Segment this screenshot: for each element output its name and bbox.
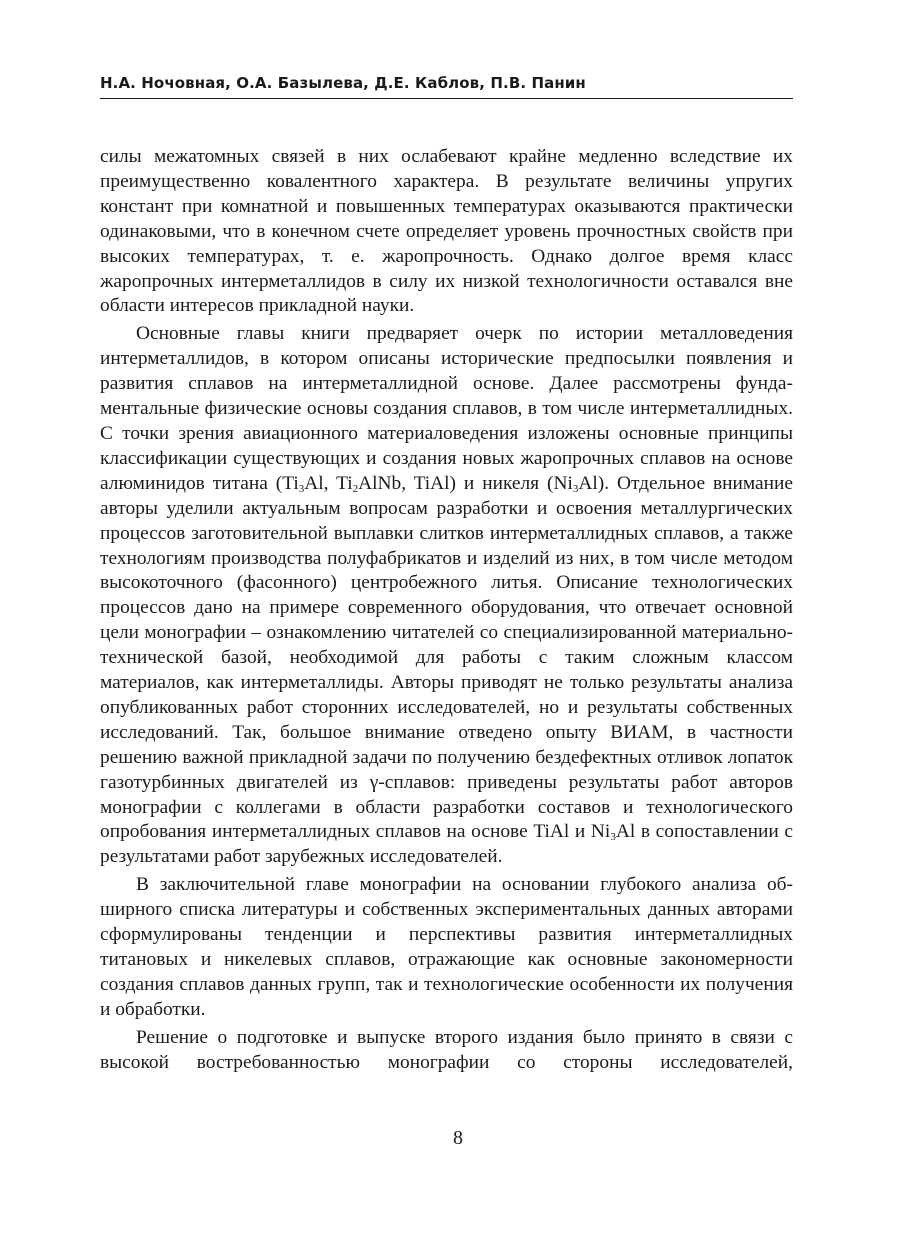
page-number: 8 <box>453 1127 463 1149</box>
paragraph-2-text-b: Al, Ti <box>304 472 353 494</box>
subscript: 3 <box>610 831 616 844</box>
subscript: 2 <box>352 482 359 495</box>
running-header <box>100 74 793 92</box>
paragraph-2-text-e: Al в сопоставлении с результатами работ зарубежных исследователей. <box>100 821 793 868</box>
paragraph-4: Решение о подготовке и выпуске второго издания было принято в связи с высокой востребованностью монографии со стороны исследователей, <box>100 1026 793 1073</box>
paragraph-2-text-c: AlNb, TiAl) и никеля (Ni <box>358 472 573 494</box>
paragraph-2-text-d: Al). Отдельное внимание авторы уделили актуальным вопросам разработки и освоения металлургических процессов заготовительной выплавки слитков интерметаллидных сплавов, а также технологиям производства полуфабрикатов и изделий из них, в том числе методом высокоточного (фасонного) центробежного литья. Описание технологических процессов дано на примере современного оборудования, что отвечает основной цели монографии – ознакомлению читателей со специализированной материально-технической базой, необходимой для работы с таким сложным классом материалов, как интерметаллиды. Авторы приводят не только результаты анализа опубликованных работ сторонних исследователей, но и результаты собственных исследований. Так, большое внимание отведено опыту ВИАМ, в частности решению важной прикладной задачи по получению бездефектных отливок лопаток газотурбинных двигателей из γ-сплавов: приведены результаты работ авторов монографии с коллегами в области разработки составов и технологического опробования интерметаллидных сплавов на основе TiAl и Ni <box>100 472 793 843</box>
body-text <box>100 145 793 1079</box>
paragraph-2-text-a: Основные главы книги предваряет очерк по истории металловедения интерметаллидов, в котором описаны исторические предпосылки появления и развития сплавов на интерметаллидной основе. Далее рассмотрены фундаментальные физические основы создания сплавов, в том числе интерметаллидных. С точки зрения авиационного материаловедения изложены основные принципы классификации существующих и создания новых жаропрочных сплавов на основе алюминидов титана (Ti <box>100 323 793 494</box>
subscript: 3 <box>572 482 579 495</box>
subscript: 3 <box>298 482 305 495</box>
paragraph-3: В заключительной главе монографии на основании глубокого анализа обширного списка литературы и собственных экспериментальных данных авторами сформулированы тенденции и перспективы развития интерметаллидных титановых и никелевых сплавов, отражающие как основные закономерности создания сплавов данных групп, так и технологические особенности их получения и обработки. <box>100 874 793 1020</box>
header-rule <box>100 98 793 99</box>
header-authors: Н.А. Ночовная, О.А. Базылева, Д.Е. Каблов, П.В. Панин <box>100 74 586 92</box>
paragraph-2 <box>100 322 793 870</box>
paragraph-1: силы межатомных связей в них ослабевают крайне медленно вследствие их преимущественно ковалентного характера. В результате величины упругих констант при комнатной и повышенных температурах оказываются практически одинаковыми, что в конечном счете определяет уровень прочностных свойств при высоких температурах, т. е. жаропрочность. Однако долгое время класс жаропрочных интерметаллидов в силу их низкой технологичности оставался вне области интересов прикладной науки. <box>100 146 793 317</box>
